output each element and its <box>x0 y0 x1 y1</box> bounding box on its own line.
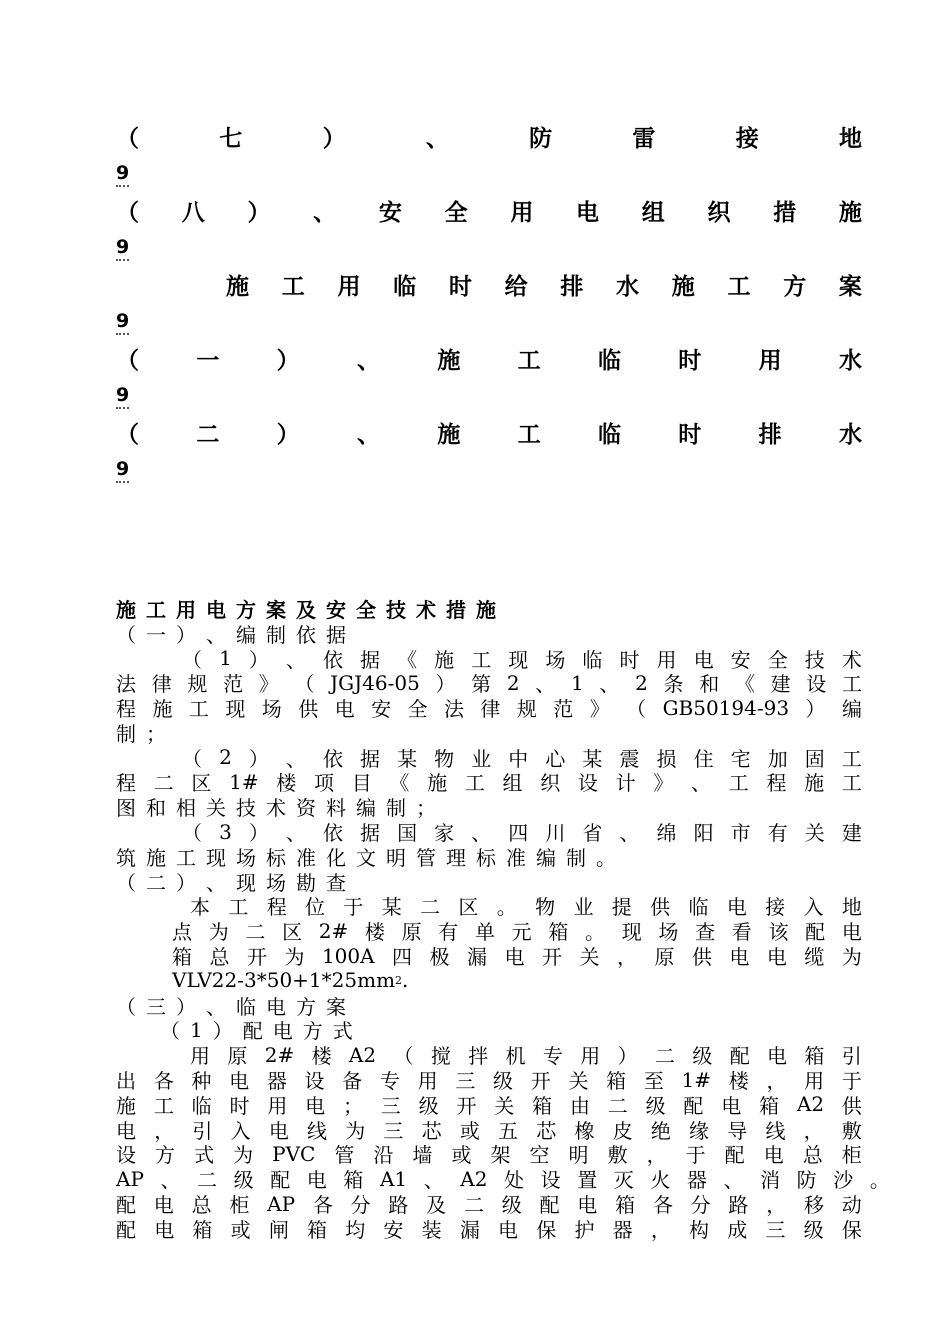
toc-entry-title[interactable]: （ 八 ） 、 安 全 用 电 组 织 措 施 <box>116 198 862 226</box>
text-line: 筑 施 工 现 场 标 准 化 文 明 管 理 标 准 编 制 。 <box>116 845 616 870</box>
text-line: 用 原 2# 楼 A2 （ 搅 拌 机 专 用 ） 二 级 配 电 箱 引 <box>190 1042 862 1069</box>
text-line: VLV22-3*50+1*25mm 2 . <box>172 968 409 993</box>
toc-page-number: 9 <box>116 458 129 483</box>
table-of-contents <box>116 118 862 488</box>
text-line: （ 3 ） 、 依 据 国 家 、 四 川 省 、 绵 阳 市 有 关 建 <box>182 819 862 846</box>
toc-page-number: 9 <box>116 310 129 335</box>
text-line: （ 1 ） 配 电 方 式 <box>160 1017 353 1044</box>
text-line: 本 工 程 位 于 某 二 区 。 物 业 提 供 临 电 接 入 地 <box>190 895 862 920</box>
text-line: （ 二 ） 、 现 场 勘 查 <box>116 870 346 895</box>
toc-entry-title[interactable]: （ 七 ） 、 防 雷 接 地 <box>116 124 862 152</box>
toc-page-number: 9 <box>116 162 129 187</box>
toc-entry-page[interactable] <box>116 450 862 488</box>
text-line: （ 三 ） 、 临 电 方 案 <box>116 994 346 1019</box>
text-line: 配 电 箱 或 闸 箱 均 安 装 漏 电 保 护 器 ， 构 成 三 级 保 <box>116 1217 862 1242</box>
toc-page-number: 9 <box>116 384 129 409</box>
text-line: 箱 总 开 为 100A 四 极 漏 电 开 关 ， 原 供 电 电 缆 为 <box>172 943 862 970</box>
text-line: 电 ， 引 入 电 线 为 三 芯 或 五 芯 橡 皮 绝 缘 导 线 ， 敷 <box>116 1118 862 1143</box>
toc-entry-title[interactable]: 施 工 用 临 时 给 排 水 施 工 方 案 <box>226 272 862 300</box>
toc-entry-page[interactable] <box>116 376 862 414</box>
text-line: （ 2 ） 、 依 据 某 物 业 中 心 某 震 损 住 宅 加 固 工 <box>182 745 862 771</box>
text-line: （ 1 ） 、 依 据 《 施 工 现 场 临 时 用 电 安 全 技 术 <box>182 645 862 672</box>
section-heading: 施 工 用 电 方 案 及 安 全 技 术 措 施 <box>116 597 496 622</box>
text-line: 出 各 种 电 器 设 备 专 用 三 级 开 关 箱 至 1# 楼 ， 用 于 <box>116 1067 862 1094</box>
text-line: AP 、 二 级 配 电 箱 A1 、 A2 处 设 置 灭 火 器 、 消 防 沙 。 <box>116 1166 890 1193</box>
text-line: 法 律 规 范 》 （ JGJ46-05 ） 第 2 、 1 、 2 条 和 《 建 设 工 <box>116 670 862 697</box>
text-line: 程 二 区 1# 楼 项 目 《 施 工 组 织 设 计 》 、 工 程 施 工 <box>116 769 862 796</box>
text-line: 点 为 二 区 2# 楼 原 有 单 元 箱 。 现 场 查 看 该 配 电 <box>172 918 862 945</box>
toc-entry-title[interactable]: （ 一 ） 、 施 工 临 时 用 水 <box>116 346 862 374</box>
toc-page-number: 9 <box>116 236 129 261</box>
text-line: 配 电 总 柜 AP 各 分 路 及 二 级 配 电 箱 各 分 路 ， 移 动 <box>116 1191 862 1218</box>
text-line: 制 ； <box>116 721 166 746</box>
text-line: 施 工 临 时 用 电 ； 三 级 开 关 箱 由 二 级 配 电 箱 A2 供 <box>116 1092 862 1118</box>
document-body <box>116 596 890 1242</box>
toc-entry-page[interactable] <box>116 154 862 192</box>
text-line: 设 方 式 为 PVC 管 沿 墙 或 架 空 明 敷 ， 于 配 电 总 柜 <box>116 1141 862 1168</box>
text-line: 图 和 相 关 技 术 资 料 编 制 ； <box>116 796 436 821</box>
toc-entry-page[interactable] <box>116 302 862 340</box>
text-line: （ 一 ） 、 编 制 依 据 <box>116 622 346 647</box>
text-line: 程 施 工 现 场 供 电 安 全 法 律 规 范 》 （ GB50194-93 ） 编 <box>116 695 862 722</box>
toc-entry-page[interactable] <box>116 228 862 266</box>
toc-entry-title[interactable]: （ 二 ） 、 施 工 临 时 排 水 <box>116 420 862 448</box>
